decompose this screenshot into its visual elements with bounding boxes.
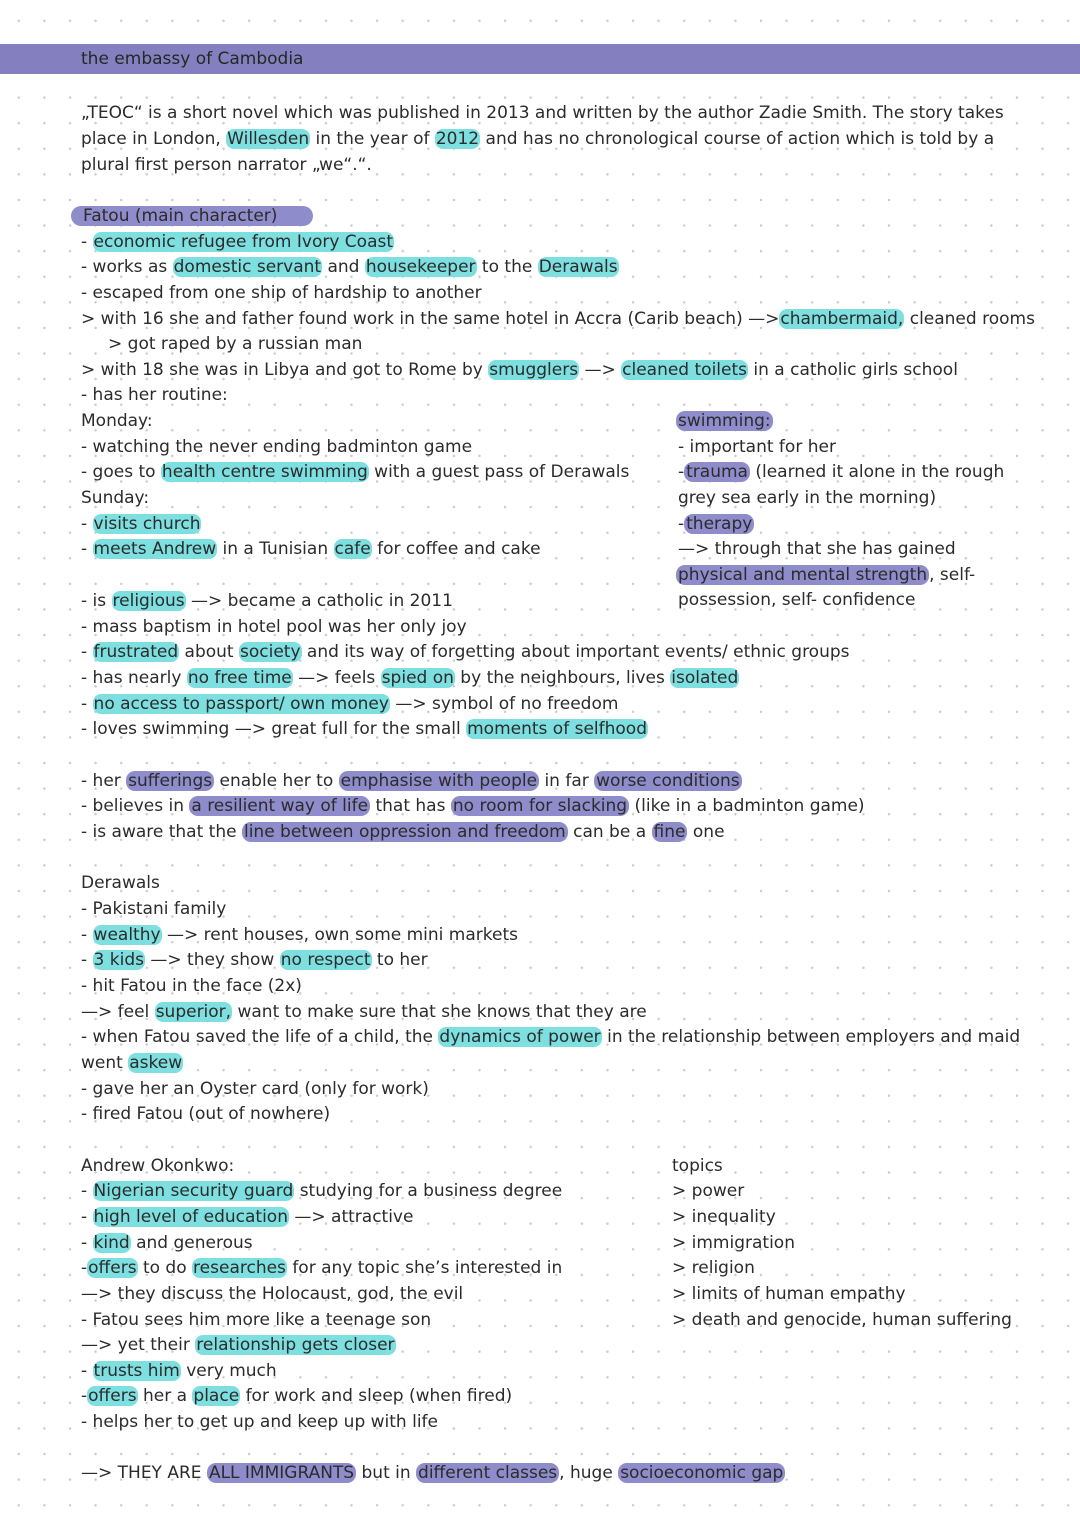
topic-item: > inequality	[672, 1207, 776, 1227]
fatou-item: > with 16 she and father found work in the same hotel in Accra (Carib beach) —>chambermaid, cleaned rooms	[81, 309, 1035, 329]
intro-line-1: „TEOC“ is a short novel which was published in 2013 and written by the author Zadie Smith. The story takes	[81, 103, 1004, 123]
andrew-item: - kind and generous	[81, 1233, 253, 1253]
derawals-item: - 3 kids —> they show no respect to her	[81, 950, 428, 970]
andrew-item: - Nigerian security guard studying for a business degree	[81, 1181, 563, 1201]
topic-item: > death and genocide, human suffering	[672, 1310, 1012, 1330]
swimming-item: - trauma (learned it alone in the rough	[678, 462, 1005, 482]
derawals-item: - gave her an Oyster card (only for work)	[81, 1079, 429, 1099]
fatou-item: - her sufferings enable her to emphasise with people in far worse conditions	[81, 771, 740, 791]
fatou-item: - meets Andrew in a Tunisian cafe for coffee and cake	[81, 539, 541, 559]
fatou-item: - loves swimming —> great full for the small moments of selfhood	[81, 719, 647, 739]
fatou-item: - watching the never ending badminton game	[81, 437, 473, 457]
topic-item: > religion	[672, 1258, 755, 1278]
andrew-item: -offers her a place for work and sleep (when fired)	[81, 1386, 513, 1406]
derawals-item: - Pakistani family	[81, 899, 227, 919]
derawals-item: —> feel superior, want to make sure that she knows that they are	[81, 1002, 647, 1022]
fatou-heading: Fatou (main character)	[81, 205, 313, 227]
topic-item: > limits of human empathy	[672, 1284, 906, 1304]
fatou-item: > with 18 she was in Libya and got to Rome by smugglers —> cleaned toilets in a catholic girls school	[81, 360, 958, 380]
andrew-item: - helps her to get up and keep up with life	[81, 1412, 438, 1432]
fatou-item: - no access to passport/ own money —> symbol of no freedom	[81, 694, 619, 714]
title-bar	[0, 44, 1080, 74]
andrew-item: —> they discuss the Holocaust, god, the evil	[81, 1284, 464, 1304]
derawals-item: - fired Fatou (out of nowhere)	[81, 1104, 331, 1124]
swimming-item: - therapy	[678, 514, 753, 534]
fatou-item: - frustrated about society and its way of forgetting about important events/ ethnic groups	[81, 642, 850, 662]
fatou-item: - is aware that the line between oppression and freedom can be a fine one	[81, 822, 725, 842]
derawals-item: - when Fatou saved the life of a child, the dynamics of power in the relationship between employers and maid	[81, 1027, 1021, 1047]
andrew-item: - trusts him very much	[81, 1361, 277, 1381]
swimming-item: physical and mental strength , self-	[678, 565, 976, 585]
fatou-item: - goes to health centre swimming with a guest pass of Derawals	[81, 462, 630, 482]
fatou-item: - works as domestic servant and housekeeper to the Derawals	[81, 257, 618, 277]
fatou-item: - economic refugee from Ivory Coast	[81, 232, 394, 252]
topic-item: > immigration	[672, 1233, 795, 1253]
intro-line-2: place in London, Willesden in the year of 2012 and has no chronological course of action which is told by a	[81, 129, 995, 149]
swimming-item: —> through that she has gained	[678, 539, 956, 559]
topics-heading: topics	[672, 1156, 723, 1176]
fatou-item: > got raped by a russian man	[108, 334, 363, 354]
fatou-item: - visits church	[81, 514, 201, 534]
derawals-heading: Derawals	[81, 873, 160, 893]
andrew-item: - Fatou sees him more like a teenage son	[81, 1310, 432, 1330]
derawals-item: - hit Fatou in the face (2x)	[81, 976, 302, 996]
fatou-item: - mass baptism in hotel pool was her only joy	[81, 617, 467, 637]
swimming-item: - important for her	[678, 437, 836, 457]
topic-item: > power	[672, 1181, 745, 1201]
conclusion-line: —> THEY ARE ALL IMMIGRANTS but in different classes , huge socioeconomic gap	[81, 1463, 784, 1483]
swimming-item: grey sea early in the morning)	[678, 488, 937, 508]
andrew-item: - high level of education —> attractive	[81, 1207, 414, 1227]
fatou-item: - has her routine:	[81, 385, 228, 405]
andrew-item: —> yet their relationship gets closer	[81, 1335, 395, 1355]
andrew-item: -offers to do researches for any topic she’s interested in	[81, 1258, 563, 1278]
swimming-heading: swimming:	[678, 411, 771, 431]
andrew-heading: Andrew Okonkwo:	[81, 1156, 235, 1176]
derawals-item: went askew	[81, 1053, 183, 1073]
page-title: the embassy of Cambodia	[81, 49, 304, 69]
fatou-item: - believes in a resilient way of life that has no room for slacking (like in a badminton game)	[81, 796, 865, 816]
swimming-item: possession, self- confidence	[678, 590, 916, 610]
fatou-item: Sunday:	[81, 488, 150, 508]
intro-line-3: plural first person narrator „we“.“.	[81, 155, 372, 175]
derawals-item: - wealthy —> rent houses, own some mini markets	[81, 925, 518, 945]
fatou-item: Monday:	[81, 411, 153, 431]
fatou-item: - has nearly no free time —> feels spied on by the neighbours, lives isolated	[81, 668, 739, 688]
fatou-item: - escaped from one ship of hardship to another	[81, 283, 482, 303]
fatou-item: - is religious —> became a catholic in 2011	[81, 591, 453, 611]
